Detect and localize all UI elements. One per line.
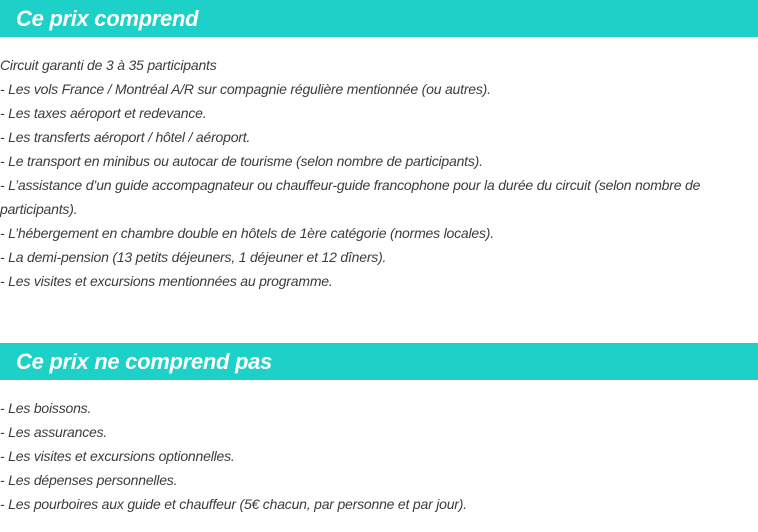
includes-section-title: Ce prix comprend bbox=[16, 6, 199, 31]
excludes-section-header bbox=[0, 343, 758, 380]
excludes-list-item: - Les pourboires aux guide et chauffeur (5€ chacun, par personne et par jour). bbox=[0, 496, 467, 512]
includes-list-item: - Les visites et excursions mentionnées au programme. bbox=[0, 273, 333, 289]
includes-list bbox=[0, 53, 745, 293]
excludes-list-item: - Les dépenses personnelles. bbox=[0, 472, 178, 488]
includes-list-item: - Le transport en minibus ou autocar de tourisme (selon nombre de participants). bbox=[0, 153, 483, 169]
includes-section-header bbox=[0, 0, 758, 37]
includes-list-item: - Les transferts aéroport / hôtel / aéroport. bbox=[0, 129, 251, 145]
includes-list-item: - La demi-pension (13 petits déjeuners, 1 déjeuner et 12 dîners). bbox=[0, 249, 387, 265]
includes-list-item: - Les taxes aéroport et redevance. bbox=[0, 105, 207, 121]
excludes-list-item: - Les boissons. bbox=[0, 400, 92, 416]
excludes-list-item: - Les visites et excursions optionnelles. bbox=[0, 448, 235, 464]
includes-list-item: - L’assistance d’un guide accompagnateur ou chauffeur-guide francophone pour la durée du circuit (selon nombre de participants). bbox=[0, 177, 701, 217]
excludes-list-item: - Les assurances. bbox=[0, 424, 108, 440]
includes-list-item: Circuit garanti de 3 à 35 participants bbox=[0, 57, 217, 73]
includes-list-item: - Les vols France / Montréal A/R sur compagnie régulière mentionnée (ou autres). bbox=[0, 81, 491, 97]
excludes-section-title: Ce prix ne comprend pas bbox=[16, 349, 272, 374]
includes-list-item: - L’hébergement en chambre double en hôtels de 1ère catégorie (normes locales). bbox=[0, 225, 494, 241]
excludes-list bbox=[0, 396, 745, 516]
